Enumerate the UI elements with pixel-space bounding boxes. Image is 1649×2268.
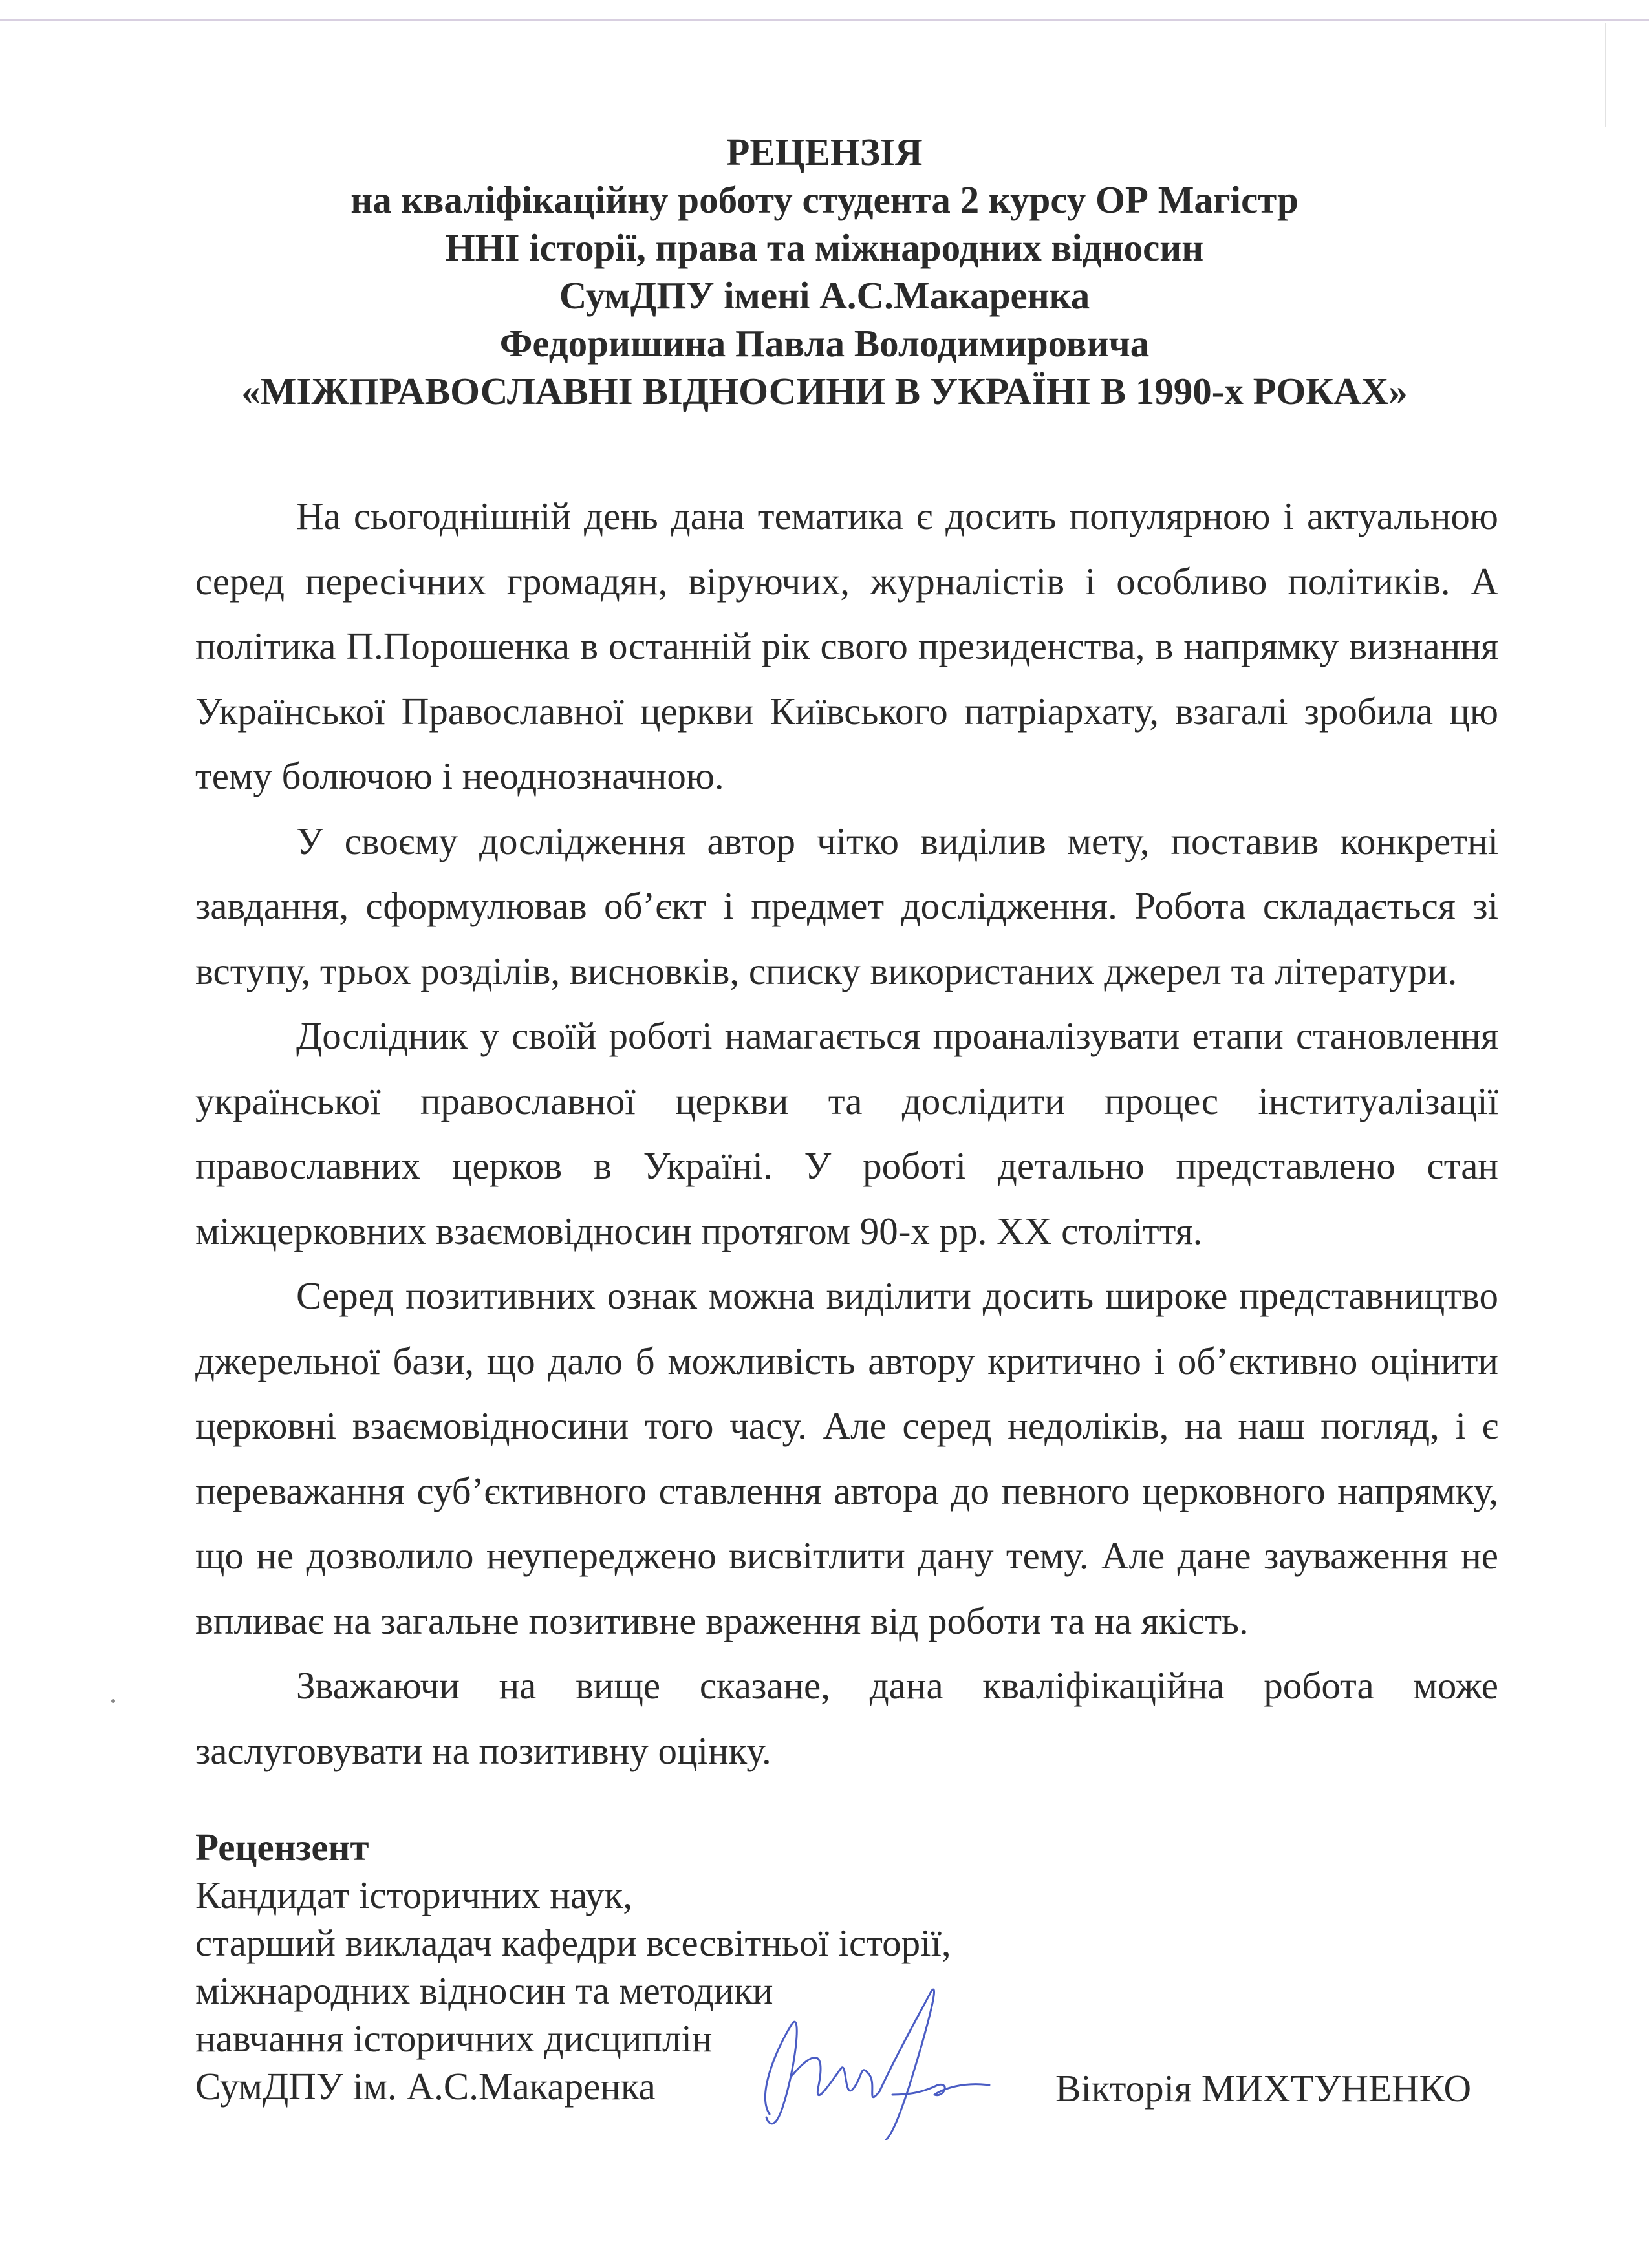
reviewer-name: Вікторія МИХТУНЕНКО (1055, 2067, 1472, 2110)
header-line-university: СумДПУ імені А.С.Макаренка (559, 274, 1090, 317)
paragraph: Серед позитивних ознак можна виділити досить широке представництво джерельної бази, що дало б можливість автору критично і об’єктивно оцінити церковні взаємовідносини того часу. Але серед недоліків, на наш погляд, і є переважання суб’єктивного ставлення автора до певного церковного напрямку, що не дозволило неупереджено висвітлити дану тему. Але дане зауваження не впливає на загальне позитивне враження від роботи та на якість. (195, 1274, 1498, 1642)
scan-right-edge (1605, 23, 1606, 127)
reviewer-label: Рецензент (195, 1826, 369, 1868)
reviewer-department: міжнародних відносин та методики (195, 1969, 773, 2012)
header-line-institute: ННІ історії, права та міжнародних відносин (445, 226, 1204, 269)
scan-top-edge (0, 19, 1649, 21)
reviewer-department-cont: навчання історичних дисциплін (195, 2017, 713, 2060)
document-header (129, 128, 1520, 415)
review-body (195, 484, 1498, 1783)
header-line-thesis-title: «МІЖПРАВОСЛАВНІ ВІДНОСИНИ В УКРАЇНІ В 1990-х РОКАХ» (241, 370, 1408, 412)
reviewer-degree: Кандидат історичних наук, (195, 1874, 633, 1916)
header-line-work-type: на кваліфікаційну роботу студента 2 курсу ОР Магістр (350, 178, 1299, 221)
handwritten-signature (731, 1978, 1015, 2140)
header-line-student-name: Федоришина Павла Володимировича (499, 322, 1150, 365)
paragraph: Дослідник у своїй роботі намагається проаналізувати етапи становлення української православної церкви та дослідити процес інституалізації православних церков в Україні. У роботі детально представлено стан міжцерковних взаємовідносин протягом 90-х рр. XX століття. (195, 1014, 1498, 1252)
scan-speck (111, 1699, 115, 1703)
paragraph: Зважаючи на вище сказане, дана кваліфікаційна робота може заслуговувати на позитивну оцінку. (195, 1664, 1498, 1772)
reviewer-position: старший викладач кафедри всесвітньої історії, (195, 1921, 951, 1964)
reviewer-university: СумДПУ ім. А.С.Макаренка (195, 2065, 656, 2108)
document-title: РЕЦЕНЗІЯ (726, 131, 923, 173)
paragraph: На сьогоднішній день дана тематика є досить популярною і актуальною серед пересічних громадян, віруючих, журналістів і особливо політиків. А політика П.Порошенка в останній рік свого президенства, в напрямку визнання Української Православної церкви Київського патріархату, взагалі зробила цю тему болючою і неоднозначною. (195, 495, 1498, 797)
paragraph: У своєму дослідження автор чітко виділив мету, поставив конкретні завдання, сформулював об’єкт і предмет дослідження. Робота складається зі вступу, трьох розділів, висновків, списку використаних джерел та літератури. (195, 819, 1498, 992)
